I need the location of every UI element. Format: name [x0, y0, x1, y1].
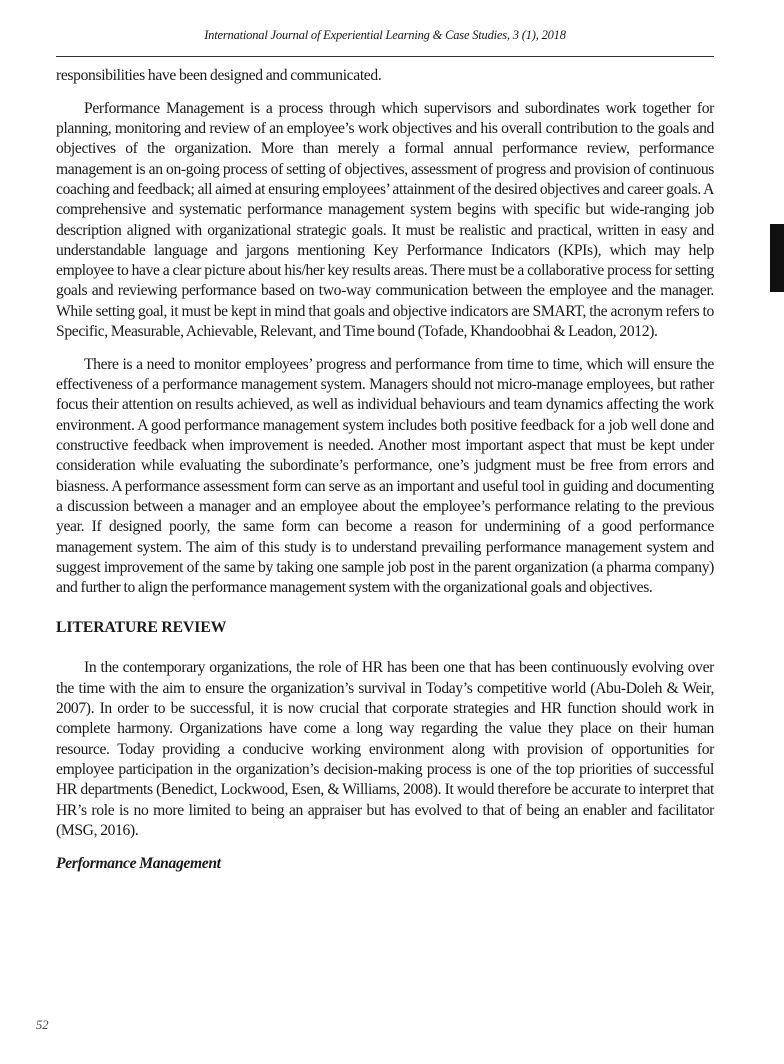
- paragraph: There is a need to monitor employees’ progress and performance from time to time, which will ensure the effectiveness of a performance management system. Managers should not micro-manage employees, but rather focus their attention on results achieved, as well as individual behaviours and team dynamics affecting the work environment. A good performance management system includes both positive feedback for a job well done and constructive feedback when improvement is needed. Another most important aspect that must be kept under consideration while evaluating the subordinate’s performance, one’s judgment must be free from errors and biasness. A performance assessment form can serve as an important and useful tool in guiding and documenting a discussion between a manager and an employee about the employee’s performance relating to the previous year. If designed poorly, the same form can become a reason for undermining of a good performance management system. The aim of this study is to understand prevailing performance management system and suggest improvement of the same by taking one sample job post in the parent organization (a pharma company) and further to align the performance management system with the organizational goals and objectives.: [56, 355, 714, 597]
- paragraph: responsibilities have been designed and communicated.: [56, 67, 382, 84]
- paragraph: In the contemporary organizations, the role of HR has been one that has been continuously evolving over the time with the aim to ensure the organization’s survival in Today’s competitive world (Abu-Doleh & Weir, 2007). In order to be successful, it is now crucial that corporate strategies and HR function should work in complete harmony. Organizations have come a long way regarding the value they place on their human resource. Today providing a conducive working environment along with provision of opportunities for employee participation in the organization’s decision-making process is one of the top priorities of successful HR departments (Benedict, Lockwood, Esen, & Williams, 2008). It would therefore be accurate to interpret that HR’s role is no more limited to being an appraiser but has evolved to that of being an enabler and facilitator (MSG, 2016).: [56, 659, 714, 839]
- running-header: International Journal of Experiential Learning & Case Studies, 3 (1), 2018: [204, 28, 566, 42]
- section-heading: LITERATURE REVIEW: [56, 619, 227, 637]
- subsection-heading: Performance Management: [56, 854, 221, 872]
- body-text: [56, 66, 714, 874]
- paragraph: Performance Management is a process through which supervisors and subordinates work together for planning, monitoring and review of an employee’s work objectives and his overall contribution to the goals and objectives of the organization. More than merely a formal annual performance review, performance management is an on-going process of setting of objectives, assessment of progress and provision of continuous coaching and feedback; all aimed at ensuring employees’ attainment of the desired objectives and career goals. A comprehensive and systematic performance management system begins with specific but wide-ranging job description aligned with organizational strategic goals. It must be realistic and practical, written in easy and understandable language and jargons mentioning Key Performance Indicators (KPIs), which may help employee to have a clear picture about his/her key results areas. There must be a collaborative process for setting goals and reviewing performance based on two-way communication between the employee and the manager. While setting goal, it must be kept in mind that goals and objective indicators are SMART, the acronym refers to Specific, Measurable, Achievable, Relevant, and Time bound (Tofade, Khandoobhai & Leadon, 2012).: [56, 99, 714, 341]
- header-rule: [56, 56, 714, 57]
- page-number: 52: [36, 1018, 49, 1032]
- section-thumb-tab: [770, 224, 784, 292]
